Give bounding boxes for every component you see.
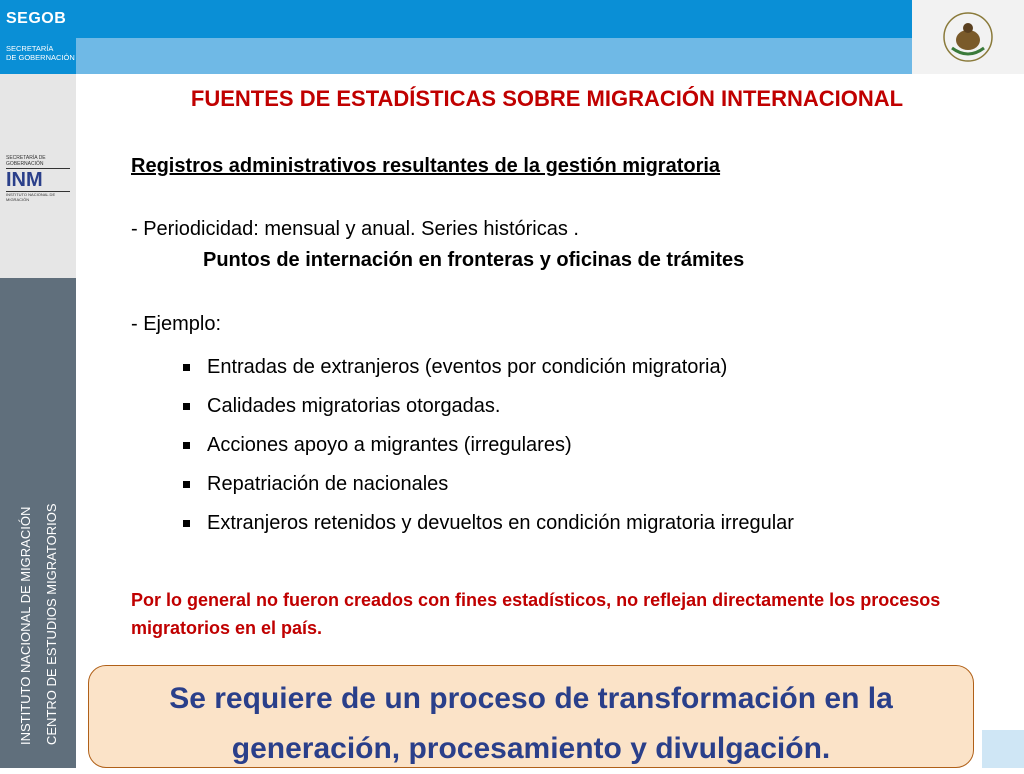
segob-subtitle-line1: SECRETARÍA bbox=[6, 44, 54, 53]
mexico-crest bbox=[912, 0, 1024, 74]
header-subbar bbox=[76, 38, 912, 74]
sidebar-vertical-band bbox=[0, 278, 76, 768]
example-list bbox=[183, 348, 794, 543]
list-item-text: Acciones apoyo a migrantes (irregulares) bbox=[207, 434, 572, 456]
inm-logo-top: SECRETARÍA DE GOBERNACIÓN bbox=[6, 155, 70, 169]
segob-logo: SEGOB bbox=[6, 10, 67, 27]
list-item bbox=[183, 348, 794, 387]
list-item-text: Extranjeros retenidos y devueltos en condición migratoria irregular bbox=[207, 512, 794, 534]
slide-title: FUENTES DE ESTADÍSTICAS SOBRE MIGRACIÓN INTERNACIONAL bbox=[190, 86, 904, 111]
header-bar bbox=[0, 0, 912, 38]
corner-decoration bbox=[982, 730, 1024, 768]
list-item bbox=[183, 426, 794, 465]
sidebar-vertical-line2: CENTRO DE ESTUDIOS MIGRATORIOS bbox=[44, 503, 59, 745]
inm-logo-mark: INM bbox=[6, 169, 43, 191]
callout-line1: Se requiere de un proceso de transformación en la bbox=[169, 682, 893, 715]
callout-text bbox=[89, 674, 973, 774]
bullet-icon bbox=[183, 364, 190, 371]
list-item bbox=[183, 504, 794, 543]
bullet-icon bbox=[183, 442, 190, 449]
bullet-icon bbox=[183, 481, 190, 488]
segob-subtitle-line2: DE GOBERNACIÓN bbox=[6, 53, 75, 62]
list-item bbox=[183, 465, 794, 504]
example-label: - Ejemplo: bbox=[131, 313, 222, 335]
bullet-icon bbox=[183, 520, 190, 527]
segob-logo-block bbox=[0, 0, 76, 74]
list-item-text: Entradas de extranjeros (eventos por condición migratoria) bbox=[207, 356, 728, 378]
list-item-text: Calidades migratorias otorgadas. bbox=[207, 395, 501, 417]
segob-subtitle bbox=[6, 44, 75, 62]
list-item bbox=[183, 387, 794, 426]
callout-line2: generación, procesamiento y divulgación. bbox=[231, 732, 831, 765]
slide-subheading: Registros administrativos resultantes de la gestión migratoria bbox=[131, 155, 721, 177]
crest-icon bbox=[912, 0, 1024, 74]
inm-logo-bottom: INSTITUTO NACIONAL DE MIGRACIÓN bbox=[6, 191, 70, 202]
periodicity-text: - Periodicidad: mensual y anual. Series históricas . bbox=[131, 218, 579, 240]
callout-box bbox=[88, 665, 974, 768]
points-text: Puntos de internación en fronteras y oficinas de trámites bbox=[203, 249, 745, 271]
sidebar-vertical-line1: INSTITUTO NACIONAL DE MIGRACIÓN bbox=[18, 506, 33, 745]
list-item-text: Repatriación de nacionales bbox=[207, 473, 449, 495]
bullet-icon bbox=[183, 403, 190, 410]
inm-logo bbox=[6, 155, 70, 202]
note-text: Por lo general no fueron creados con fines estadísticos, no reflejan directamente los procesos migratorios en el país. bbox=[131, 590, 941, 638]
